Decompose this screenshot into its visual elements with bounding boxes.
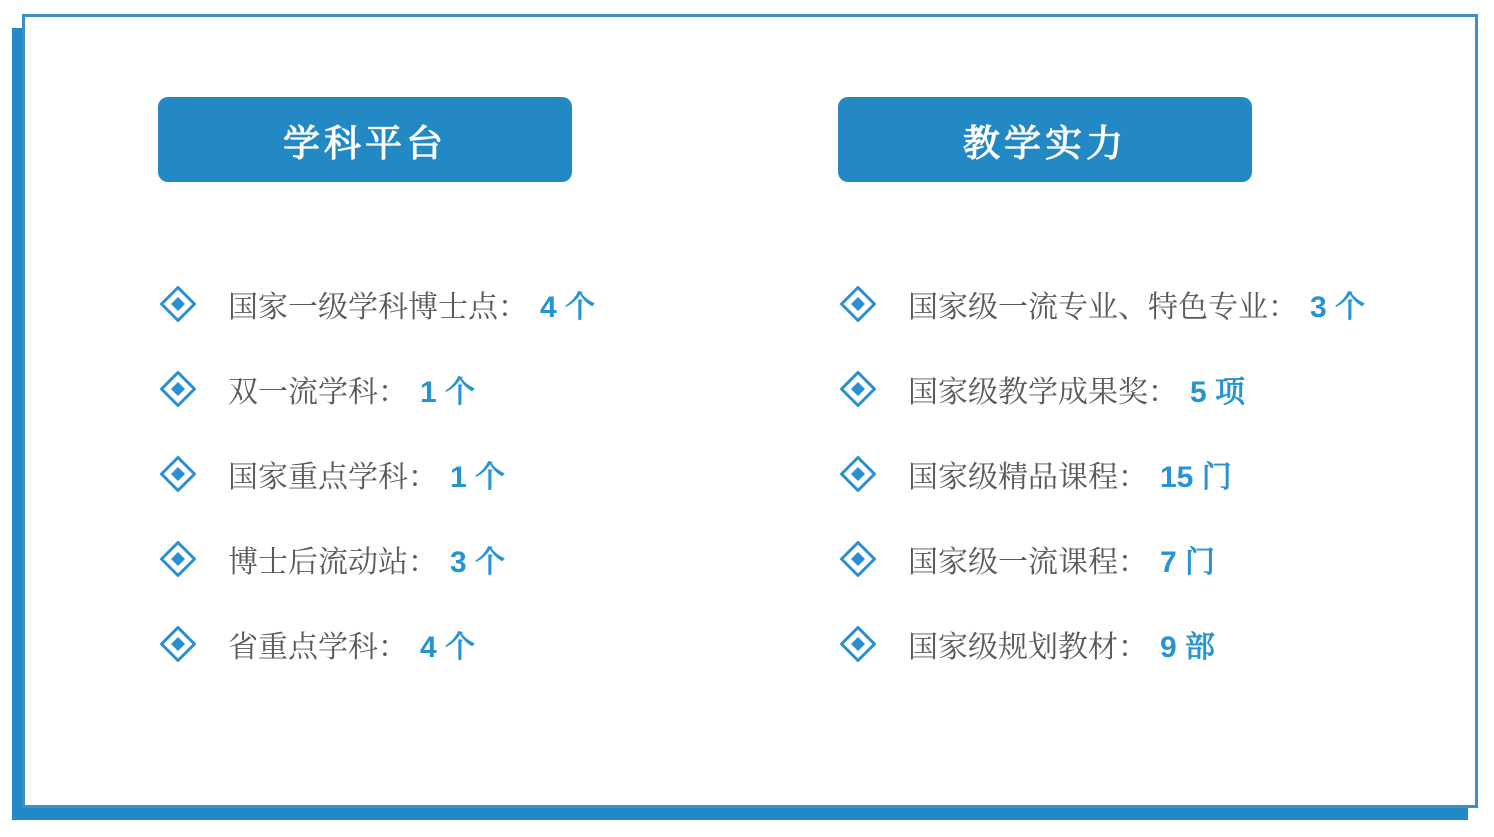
discipline-platform-header-badge: 学科平台 [158, 97, 572, 182]
discipline-platform-list [158, 261, 758, 686]
list-item [158, 431, 758, 516]
diamond-bullet-icon [158, 284, 198, 324]
diamond-bullet-icon [158, 369, 198, 409]
list-item [838, 516, 1458, 601]
diamond-bullet-icon [158, 624, 198, 664]
diamond-bullet-icon [838, 539, 878, 579]
item-label: 国家级教学成果奖： [908, 375, 1178, 409]
list-item [838, 261, 1458, 346]
item-value: 5 项 [1190, 375, 1246, 409]
item-value: 3 个 [450, 545, 506, 579]
list-item [838, 431, 1458, 516]
item-value: 9 部 [1160, 630, 1216, 664]
diamond-bullet-icon [838, 454, 878, 494]
diamond-bullet-icon [838, 284, 878, 324]
list-item [838, 601, 1458, 686]
diamond-bullet-icon [158, 539, 198, 579]
list-item [838, 346, 1458, 431]
diamond-bullet-icon [838, 624, 878, 664]
item-value: 1 个 [450, 460, 506, 494]
list-item [158, 601, 758, 686]
teaching-strength-header-badge: 教学实力 [838, 97, 1252, 182]
item-value: 1 个 [420, 375, 476, 409]
item-value: 4 个 [420, 630, 476, 664]
item-label: 国家级规划教材： [908, 630, 1148, 664]
list-item [158, 261, 758, 346]
diamond-bullet-icon [838, 369, 878, 409]
list-item [158, 346, 758, 431]
diamond-bullet-icon [158, 454, 198, 494]
column-discipline-platform [158, 97, 758, 686]
stats-card [22, 14, 1478, 808]
item-value: 3 个 [1310, 290, 1366, 324]
teaching-strength-list [838, 261, 1458, 686]
item-label: 双一流学科： [228, 375, 408, 409]
item-label: 省重点学科： [228, 630, 408, 664]
item-value: 4 个 [540, 290, 596, 324]
item-label: 国家级一流专业、特色专业： [908, 290, 1298, 324]
item-label: 博士后流动站： [228, 545, 438, 579]
item-value: 15 门 [1160, 460, 1232, 494]
column-teaching-strength [838, 97, 1458, 686]
item-label: 国家级一流课程： [908, 545, 1148, 579]
item-label: 国家级精品课程： [908, 460, 1148, 494]
item-label: 国家一级学科博士点： [228, 290, 528, 324]
item-value: 7 门 [1160, 545, 1216, 579]
list-item [158, 516, 758, 601]
item-label: 国家重点学科： [228, 460, 438, 494]
